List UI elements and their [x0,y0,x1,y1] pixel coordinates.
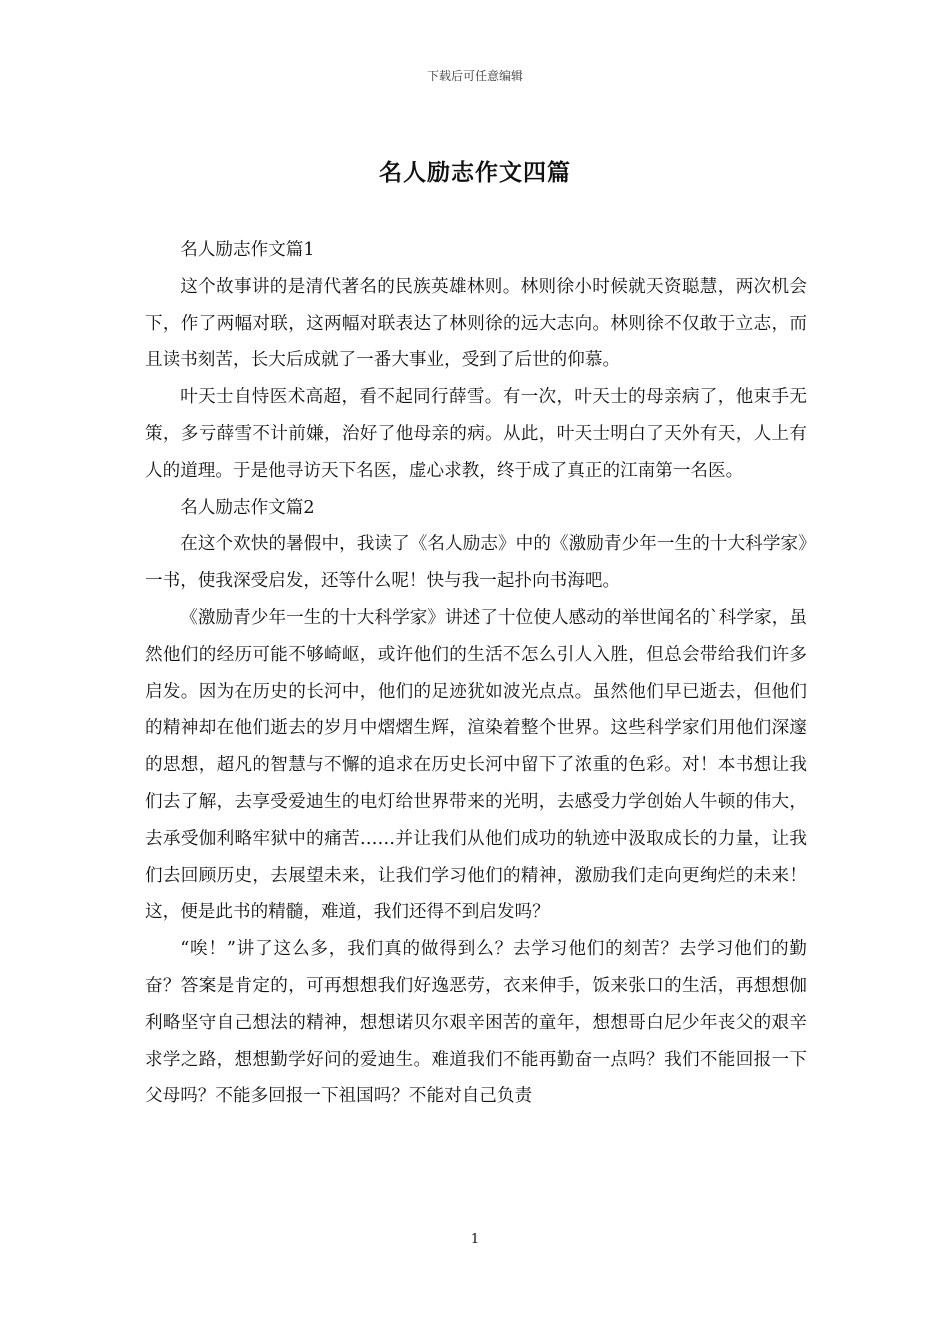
page-number: 1 [470,1232,480,1247]
document-body [145,232,807,1115]
section-heading-2: 名人励志作文篇2 [180,497,315,518]
paragraph: 《激励青少年一生的十大科学家》讲述了十位使人感动的举世闻名的`科学家，虽然他们的经历可能不够崎岖，或许他们的生活不怎么引人入胜，但总会带给我们许多启发。因为在历史的长河中，他们的足迹犹如波光点点。虽然他们早已逝去，但他们的精神却在他们逝去的岁月中熠熠生辉，渲染着整个世界。这些科学家们用他们深邃的思想，超凡的智慧与不懈的追求在历史长河中留下了浓重的色彩。对！本书想让我们去了解，去享受爱迪生的电灯给世界带来的光明，去感受力学创始人牛顿的伟大，去承受伽利略牢狱中的痛苦……并让我们从他们成功的轨迹中汲取成长的力量，让我们去回顾历史，去展望未来，让我们学习他们的精神，激励我们走向更绚烂的未来！这，便是此书的精髓，难道，我们还得不到启发吗？ [145,607,807,923]
section-heading-1: 名人励志作文篇1 [180,240,315,260]
paragraph: 叶天士自恃医术高超，看不起同行薛雪。有一次，叶天士的母亲病了，他束手无策，多亏薛雪不计前嫌，治好了他母亲的病。从此，叶天士明白了天外有天，人上有人的道理。于是他寻访天下名医，虚心求教，终于成了真正的江南第一名医。 [145,387,807,481]
document-title: 名人励志作文四篇 [379,159,571,186]
paragraph: 这个故事讲的是清代著名的民族英雄林则。林则徐小时候就天资聪慧，两次机会下，作了两幅对联，这两幅对联表达了林则徐的远大志向。林则徐不仅敢于立志，而且读书刻苦，长大后成就了一番大事业，受到了后世的仰慕。 [145,276,807,371]
paragraph: “唉！”讲了这么多，我们真的做得到么？去学习他们的刻苦？去学习他们的勤奋？答案是肯定的，可再想想我们好逸恶劳，衣来伸手，饭来张口的生活，再想想伽利略坚守自己想法的精神，想想诺贝尔艰辛困苦的童年，想想哥白尼少年丧父的艰辛求学之路，想想勤学好问的爱迪生。难道我们不能再勤奋一点吗？我们不能回报一下父母吗？不能多回报一下祖国吗？不能对自己负责 [145,939,807,1107]
header-note: 下载后可任意编辑 [426,69,523,83]
paragraph: 在这个欢快的暑假中，我读了《名人励志》中的《激励青少年一生的十大科学家》一书，使我深受启发，还等什么呢！快与我一起扑向书海吧。 [145,534,807,592]
